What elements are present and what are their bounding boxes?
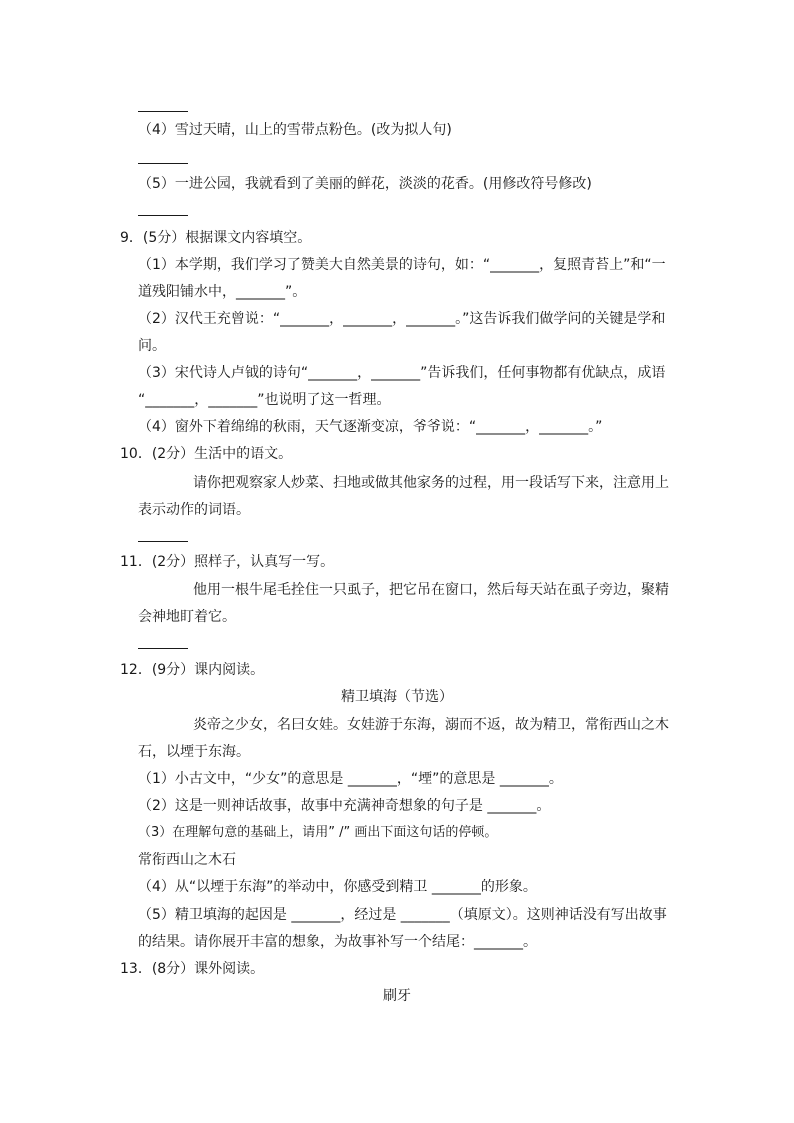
- q9-title: 9．(5分）根据课文内容填空。: [120, 230, 312, 246]
- q12-passage-title: 精卫填海（节选）: [341, 689, 453, 705]
- q12-passage-line-1: 炎帝之少女，名曰女娃。女娃游于东海，溺而不返，故为精卫，常衔西山之木: [193, 717, 669, 733]
- q9-item-3-line-1: （3）宋代诗人卢钺的诗句“_______，_______”告诉我们，任何事物都有优缺点，成语: [138, 365, 666, 381]
- answer-line: [138, 111, 188, 112]
- q8-item-5: （5）一进公园，我就看到了美丽的鲜花，淡淡的花香。(用修改符号修改): [138, 176, 592, 192]
- q11-text-line-1: 他用一根牛尾毛拴住一只虱子，把它吊在窗口，然后每天站在虱子旁边，聚精: [193, 582, 669, 598]
- q12-item-5-line-1: （5）精卫填海的起因是 _______，经过是 _______（填原文）。这则神话没有写出故事: [138, 907, 667, 923]
- q12-title: 12．(9分）课内阅读。: [120, 662, 265, 678]
- q8-item-4: （4）雪过天晴，山上的雪带点粉色。(改为拟人句): [138, 122, 452, 138]
- q9-item-1-line-1: （1）本学期，我们学习了赞美大自然美景的诗句，如：“_______，复照青苔上”和“一: [138, 257, 666, 273]
- q13-title: 13．(8分）课外阅读。: [120, 961, 265, 977]
- q9-item-4: （4）窗外下着绵绵的秋雨，天气逐渐变凉，爷爷说：“_______，_______。”: [138, 419, 603, 435]
- q12-passage-line-2: 石，以堙于东海。: [138, 744, 250, 760]
- q9-item-1-line-2: 道残阳铺水中，_______”。: [138, 284, 307, 300]
- q12-item-3: （3）在理解句意的基础上，请用” /” 画出下面这句话的停顿。: [138, 825, 498, 840]
- q12-item-5-line-2: 的结果。请你展开丰富的想象，为故事补写一个结尾：_______。: [138, 934, 537, 950]
- answer-line: [138, 541, 188, 542]
- q9-item-3-line-2: “_______，_______”也说明了这一哲理。: [138, 392, 391, 408]
- q12-item-2: （2）这是一则神话故事，故事中充满神奇想象的句子是 _______。: [138, 798, 551, 814]
- q12-item-1: （1）小古文中，“少女”的意思是 _______，“堙”的意思是 _______。: [138, 771, 563, 787]
- q11-text-line-2: 会神地盯着它。: [138, 609, 236, 625]
- q10-title: 10．(2分）生活中的语文。: [120, 446, 293, 462]
- q11-title: 11．(2分）照样子，认真写一写。: [120, 554, 335, 570]
- answer-line: [138, 648, 188, 649]
- answer-line: [138, 215, 188, 216]
- q13-passage-title: 刷牙: [383, 988, 411, 1004]
- q12-item-4: （4）从“以堙于东海”的举动中，你感受到精卫 _______的形象。: [138, 879, 537, 895]
- q10-text-line-1: 请你把观察家人炒菜、扫地或做其他家务的过程，用一段话写下来，注意用上: [193, 475, 669, 491]
- q9-item-2-line-2: 问。: [138, 338, 166, 354]
- q12-item-3-sentence: 常衔西山之木石: [138, 852, 236, 868]
- q10-text-line-2: 表示动作的词语。: [138, 502, 250, 518]
- answer-line: [138, 163, 188, 164]
- q9-item-2-line-1: （2）汉代王充曾说：“_______，_______，_______。”这告诉我们做学问的关键是学和: [138, 311, 666, 327]
